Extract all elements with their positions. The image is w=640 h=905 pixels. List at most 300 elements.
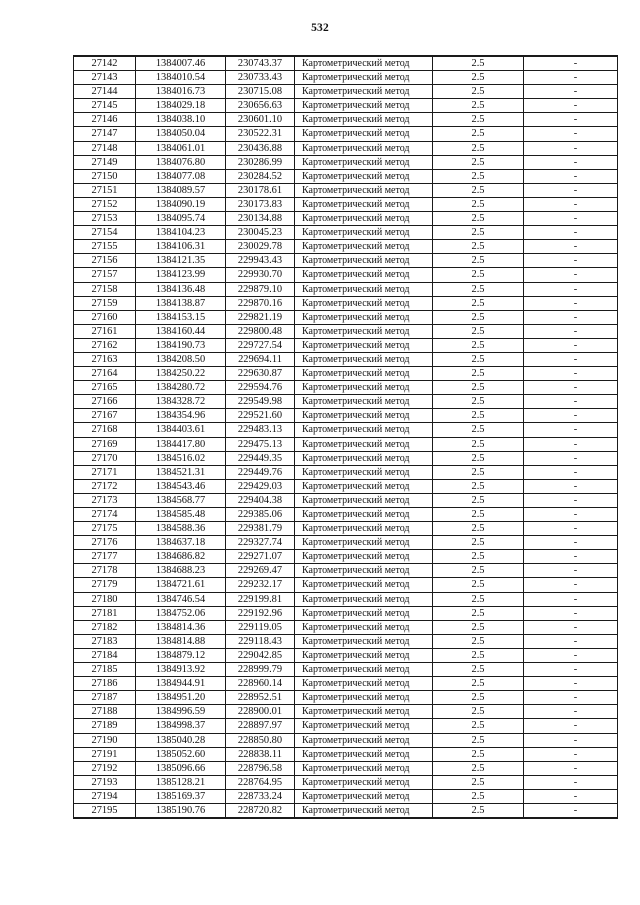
y-coordinate-cell: 229475.13 [226, 437, 295, 451]
method-cell: Картометрический метод [295, 352, 433, 366]
note-cell: - [524, 310, 618, 324]
precision-cell: 2.5 [433, 677, 524, 691]
point-number-cell: 27191 [74, 747, 136, 761]
table-row [74, 691, 618, 705]
method-cell: Картометрический метод [295, 719, 433, 733]
table-row [74, 169, 618, 183]
x-coordinate-cell: 1384543.46 [136, 479, 226, 493]
point-number-cell: 27165 [74, 381, 136, 395]
x-coordinate-cell: 1384814.88 [136, 634, 226, 648]
note-cell: - [524, 155, 618, 169]
precision-cell: 2.5 [433, 226, 524, 240]
point-number-cell: 27194 [74, 789, 136, 803]
y-coordinate-cell: 230436.88 [226, 141, 295, 155]
point-number-cell: 27181 [74, 606, 136, 620]
precision-cell: 2.5 [433, 254, 524, 268]
method-cell: Картометрический метод [295, 465, 433, 479]
note-cell: - [524, 212, 618, 226]
x-coordinate-cell: 1384095.74 [136, 212, 226, 226]
precision-cell: 2.5 [433, 522, 524, 536]
method-cell: Картометрический метод [295, 479, 433, 493]
note-cell: - [524, 71, 618, 85]
y-coordinate-cell: 228733.24 [226, 789, 295, 803]
precision-cell: 2.5 [433, 169, 524, 183]
y-coordinate-cell: 229385.06 [226, 508, 295, 522]
method-cell: Картометрический метод [295, 254, 433, 268]
precision-cell: 2.5 [433, 282, 524, 296]
table-row [74, 803, 618, 818]
y-coordinate-cell: 228796.58 [226, 761, 295, 775]
table-row [74, 381, 618, 395]
point-number-cell: 27156 [74, 254, 136, 268]
point-number-cell: 27162 [74, 338, 136, 352]
y-coordinate-cell: 229694.11 [226, 352, 295, 366]
precision-cell: 2.5 [433, 338, 524, 352]
precision-cell: 2.5 [433, 493, 524, 507]
method-cell: Картометрический метод [295, 789, 433, 803]
table-row [74, 437, 618, 451]
precision-cell: 2.5 [433, 536, 524, 550]
note-cell: - [524, 296, 618, 310]
y-coordinate-cell: 229449.35 [226, 451, 295, 465]
precision-cell: 2.5 [433, 240, 524, 254]
point-number-cell: 27163 [74, 352, 136, 366]
note-cell: - [524, 352, 618, 366]
x-coordinate-cell: 1384138.87 [136, 296, 226, 310]
table-row [74, 663, 618, 677]
note-cell: - [524, 99, 618, 113]
note-cell: - [524, 592, 618, 606]
note-cell: - [524, 437, 618, 451]
x-coordinate-cell: 1384996.59 [136, 705, 226, 719]
method-cell: Картометрический метод [295, 141, 433, 155]
point-number-cell: 27167 [74, 409, 136, 423]
x-coordinate-cell: 1384516.02 [136, 451, 226, 465]
table-row [74, 789, 618, 803]
note-cell: - [524, 240, 618, 254]
point-number-cell: 27145 [74, 99, 136, 113]
point-number-cell: 27177 [74, 550, 136, 564]
x-coordinate-cell: 1384077.08 [136, 169, 226, 183]
point-number-cell: 27142 [74, 56, 136, 71]
x-coordinate-cell: 1384585.48 [136, 508, 226, 522]
table-row [74, 536, 618, 550]
y-coordinate-cell: 228764.95 [226, 775, 295, 789]
note-cell: - [524, 677, 618, 691]
x-coordinate-cell: 1384568.77 [136, 493, 226, 507]
y-coordinate-cell: 229630.87 [226, 367, 295, 381]
note-cell: - [524, 747, 618, 761]
point-number-cell: 27183 [74, 634, 136, 648]
point-number-cell: 27189 [74, 719, 136, 733]
precision-cell: 2.5 [433, 578, 524, 592]
note-cell: - [524, 409, 618, 423]
y-coordinate-cell: 230178.61 [226, 183, 295, 197]
table-row [74, 677, 618, 691]
method-cell: Картометрический метод [295, 197, 433, 211]
precision-cell: 2.5 [433, 733, 524, 747]
y-coordinate-cell: 230743.37 [226, 56, 295, 71]
method-cell: Картометрический метод [295, 493, 433, 507]
method-cell: Картометрический метод [295, 409, 433, 423]
point-number-cell: 27190 [74, 733, 136, 747]
note-cell: - [524, 564, 618, 578]
note-cell: - [524, 493, 618, 507]
method-cell: Картометрический метод [295, 620, 433, 634]
table-row [74, 465, 618, 479]
x-coordinate-cell: 1384944.91 [136, 677, 226, 691]
method-cell: Картометрический метод [295, 85, 433, 99]
table-row [74, 99, 618, 113]
point-number-cell: 27150 [74, 169, 136, 183]
x-coordinate-cell: 1384121.35 [136, 254, 226, 268]
table-row [74, 733, 618, 747]
method-cell: Картометрический метод [295, 226, 433, 240]
note-cell: - [524, 663, 618, 677]
y-coordinate-cell: 230656.63 [226, 99, 295, 113]
point-number-cell: 27176 [74, 536, 136, 550]
y-coordinate-cell: 230715.08 [226, 85, 295, 99]
precision-cell: 2.5 [433, 56, 524, 71]
note-cell: - [524, 113, 618, 127]
x-coordinate-cell: 1384007.46 [136, 56, 226, 71]
note-cell: - [524, 606, 618, 620]
table-row [74, 226, 618, 240]
y-coordinate-cell: 229800.48 [226, 324, 295, 338]
y-coordinate-cell: 229429.03 [226, 479, 295, 493]
note-cell: - [524, 578, 618, 592]
x-coordinate-cell: 1384721.61 [136, 578, 226, 592]
x-coordinate-cell: 1384050.04 [136, 127, 226, 141]
y-coordinate-cell: 229042.85 [226, 648, 295, 662]
note-cell: - [524, 451, 618, 465]
method-cell: Картометрический метод [295, 71, 433, 85]
method-cell: Картометрический метод [295, 282, 433, 296]
coordinates-table [73, 55, 618, 819]
precision-cell: 2.5 [433, 747, 524, 761]
x-coordinate-cell: 1385190.76 [136, 803, 226, 818]
method-cell: Картометрический метод [295, 606, 433, 620]
precision-cell: 2.5 [433, 691, 524, 705]
x-coordinate-cell: 1384688.23 [136, 564, 226, 578]
note-cell: - [524, 775, 618, 789]
point-number-cell: 27168 [74, 423, 136, 437]
table-row [74, 212, 618, 226]
precision-cell: 2.5 [433, 395, 524, 409]
point-number-cell: 27153 [74, 212, 136, 226]
method-cell: Картометрический метод [295, 395, 433, 409]
note-cell: - [524, 761, 618, 775]
note-cell: - [524, 367, 618, 381]
precision-cell: 2.5 [433, 550, 524, 564]
precision-cell: 2.5 [433, 451, 524, 465]
method-cell: Картометрический метод [295, 634, 433, 648]
point-number-cell: 27172 [74, 479, 136, 493]
point-number-cell: 27170 [74, 451, 136, 465]
x-coordinate-cell: 1384951.20 [136, 691, 226, 705]
x-coordinate-cell: 1384752.06 [136, 606, 226, 620]
note-cell: - [524, 141, 618, 155]
precision-cell: 2.5 [433, 141, 524, 155]
note-cell: - [524, 268, 618, 282]
y-coordinate-cell: 228952.51 [226, 691, 295, 705]
point-number-cell: 27193 [74, 775, 136, 789]
note-cell: - [524, 550, 618, 564]
x-coordinate-cell: 1385169.37 [136, 789, 226, 803]
table-row [74, 71, 618, 85]
table-row [74, 634, 618, 648]
y-coordinate-cell: 230284.52 [226, 169, 295, 183]
precision-cell: 2.5 [433, 465, 524, 479]
x-coordinate-cell: 1384686.82 [136, 550, 226, 564]
precision-cell: 2.5 [433, 592, 524, 606]
x-coordinate-cell: 1384090.19 [136, 197, 226, 211]
y-coordinate-cell: 230601.10 [226, 113, 295, 127]
table-row [74, 296, 618, 310]
note-cell: - [524, 536, 618, 550]
y-coordinate-cell: 228900.01 [226, 705, 295, 719]
table-row [74, 352, 618, 366]
x-coordinate-cell: 1385128.21 [136, 775, 226, 789]
note-cell: - [524, 197, 618, 211]
table-row [74, 451, 618, 465]
table-row [74, 310, 618, 324]
coordinates-table-body [74, 56, 618, 818]
table-row [74, 705, 618, 719]
method-cell: Картометрический метод [295, 268, 433, 282]
method-cell: Картометрический метод [295, 113, 433, 127]
y-coordinate-cell: 230522.31 [226, 127, 295, 141]
table-row [74, 564, 618, 578]
table-row [74, 85, 618, 99]
point-number-cell: 27154 [74, 226, 136, 240]
x-coordinate-cell: 1384354.96 [136, 409, 226, 423]
y-coordinate-cell: 229271.07 [226, 550, 295, 564]
point-number-cell: 27144 [74, 85, 136, 99]
x-coordinate-cell: 1384076.80 [136, 155, 226, 169]
table-row [74, 578, 618, 592]
precision-cell: 2.5 [433, 296, 524, 310]
y-coordinate-cell: 228999.79 [226, 663, 295, 677]
table-row [74, 155, 618, 169]
y-coordinate-cell: 229449.76 [226, 465, 295, 479]
point-number-cell: 27160 [74, 310, 136, 324]
x-coordinate-cell: 1384403.61 [136, 423, 226, 437]
precision-cell: 2.5 [433, 705, 524, 719]
note-cell: - [524, 395, 618, 409]
precision-cell: 2.5 [433, 212, 524, 226]
method-cell: Картометрический метод [295, 578, 433, 592]
method-cell: Картометрический метод [295, 747, 433, 761]
y-coordinate-cell: 228850.80 [226, 733, 295, 747]
method-cell: Картометрический метод [295, 99, 433, 113]
x-coordinate-cell: 1384913.92 [136, 663, 226, 677]
note-cell: - [524, 85, 618, 99]
precision-cell: 2.5 [433, 606, 524, 620]
note-cell: - [524, 183, 618, 197]
x-coordinate-cell: 1384588.36 [136, 522, 226, 536]
table-row [74, 240, 618, 254]
table-row [74, 747, 618, 761]
precision-cell: 2.5 [433, 197, 524, 211]
point-number-cell: 27171 [74, 465, 136, 479]
method-cell: Картометрический метод [295, 761, 433, 775]
precision-cell: 2.5 [433, 564, 524, 578]
table-row [74, 367, 618, 381]
point-number-cell: 27173 [74, 493, 136, 507]
x-coordinate-cell: 1384190.73 [136, 338, 226, 352]
note-cell: - [524, 733, 618, 747]
precision-cell: 2.5 [433, 71, 524, 85]
method-cell: Картометрический метод [295, 381, 433, 395]
point-number-cell: 27147 [74, 127, 136, 141]
precision-cell: 2.5 [433, 381, 524, 395]
table-row [74, 550, 618, 564]
y-coordinate-cell: 229269.47 [226, 564, 295, 578]
table-row [74, 620, 618, 634]
x-coordinate-cell: 1384160.44 [136, 324, 226, 338]
method-cell: Картометрический метод [295, 437, 433, 451]
x-coordinate-cell: 1384038.10 [136, 113, 226, 127]
y-coordinate-cell: 228720.82 [226, 803, 295, 818]
x-coordinate-cell: 1384280.72 [136, 381, 226, 395]
table-row [74, 606, 618, 620]
method-cell: Картометрический метод [295, 56, 433, 71]
precision-cell: 2.5 [433, 648, 524, 662]
x-coordinate-cell: 1384061.01 [136, 141, 226, 155]
point-number-cell: 27164 [74, 367, 136, 381]
note-cell: - [524, 620, 618, 634]
precision-cell: 2.5 [433, 803, 524, 818]
table-row [74, 592, 618, 606]
y-coordinate-cell: 229199.81 [226, 592, 295, 606]
note-cell: - [524, 127, 618, 141]
precision-cell: 2.5 [433, 719, 524, 733]
table-row [74, 197, 618, 211]
y-coordinate-cell: 229727.54 [226, 338, 295, 352]
precision-cell: 2.5 [433, 310, 524, 324]
table-row [74, 423, 618, 437]
table-row [74, 409, 618, 423]
y-coordinate-cell: 228838.11 [226, 747, 295, 761]
precision-cell: 2.5 [433, 367, 524, 381]
x-coordinate-cell: 1384106.31 [136, 240, 226, 254]
x-coordinate-cell: 1384153.15 [136, 310, 226, 324]
point-number-cell: 27188 [74, 705, 136, 719]
point-number-cell: 27178 [74, 564, 136, 578]
y-coordinate-cell: 229381.79 [226, 522, 295, 536]
note-cell: - [524, 465, 618, 479]
note-cell: - [524, 705, 618, 719]
point-number-cell: 27187 [74, 691, 136, 705]
note-cell: - [524, 423, 618, 437]
method-cell: Картометрический метод [295, 648, 433, 662]
x-coordinate-cell: 1384123.99 [136, 268, 226, 282]
x-coordinate-cell: 1385040.28 [136, 733, 226, 747]
method-cell: Картометрический метод [295, 451, 433, 465]
y-coordinate-cell: 230134.88 [226, 212, 295, 226]
table-row [74, 522, 618, 536]
precision-cell: 2.5 [433, 620, 524, 634]
x-coordinate-cell: 1384016.73 [136, 85, 226, 99]
method-cell: Картометрический метод [295, 775, 433, 789]
point-number-cell: 27192 [74, 761, 136, 775]
method-cell: Картометрический метод [295, 338, 433, 352]
note-cell: - [524, 803, 618, 818]
method-cell: Картометрический метод [295, 183, 433, 197]
y-coordinate-cell: 229821.19 [226, 310, 295, 324]
point-number-cell: 27151 [74, 183, 136, 197]
note-cell: - [524, 479, 618, 493]
x-coordinate-cell: 1384208.50 [136, 352, 226, 366]
point-number-cell: 27155 [74, 240, 136, 254]
x-coordinate-cell: 1385096.66 [136, 761, 226, 775]
y-coordinate-cell: 228897.97 [226, 719, 295, 733]
y-coordinate-cell: 228960.14 [226, 677, 295, 691]
table-row [74, 338, 618, 352]
note-cell: - [524, 282, 618, 296]
precision-cell: 2.5 [433, 99, 524, 113]
y-coordinate-cell: 229192.96 [226, 606, 295, 620]
method-cell: Картометрический метод [295, 677, 433, 691]
x-coordinate-cell: 1384417.80 [136, 437, 226, 451]
y-coordinate-cell: 229327.74 [226, 536, 295, 550]
method-cell: Картометрический метод [295, 705, 433, 719]
precision-cell: 2.5 [433, 85, 524, 99]
note-cell: - [524, 254, 618, 268]
point-number-cell: 27149 [74, 155, 136, 169]
precision-cell: 2.5 [433, 155, 524, 169]
x-coordinate-cell: 1384250.22 [136, 367, 226, 381]
note-cell: - [524, 634, 618, 648]
method-cell: Картометрический метод [295, 212, 433, 226]
table-row [74, 775, 618, 789]
note-cell: - [524, 691, 618, 705]
precision-cell: 2.5 [433, 324, 524, 338]
point-number-cell: 27157 [74, 268, 136, 282]
point-number-cell: 27182 [74, 620, 136, 634]
point-number-cell: 27195 [74, 803, 136, 818]
precision-cell: 2.5 [433, 479, 524, 493]
x-coordinate-cell: 1384029.18 [136, 99, 226, 113]
y-coordinate-cell: 230173.83 [226, 197, 295, 211]
table-row [74, 719, 618, 733]
page-number: 532 [311, 22, 329, 34]
method-cell: Картометрический метод [295, 564, 433, 578]
method-cell: Картометрический метод [295, 536, 433, 550]
precision-cell: 2.5 [433, 775, 524, 789]
precision-cell: 2.5 [433, 113, 524, 127]
y-coordinate-cell: 229118.43 [226, 634, 295, 648]
precision-cell: 2.5 [433, 183, 524, 197]
point-number-cell: 27146 [74, 113, 136, 127]
x-coordinate-cell: 1384328.72 [136, 395, 226, 409]
method-cell: Картометрический метод [295, 310, 433, 324]
precision-cell: 2.5 [433, 508, 524, 522]
method-cell: Картометрический метод [295, 367, 433, 381]
note-cell: - [524, 324, 618, 338]
precision-cell: 2.5 [433, 127, 524, 141]
table-row [74, 508, 618, 522]
x-coordinate-cell: 1384010.54 [136, 71, 226, 85]
table-row [74, 761, 618, 775]
point-number-cell: 27185 [74, 663, 136, 677]
x-coordinate-cell: 1384104.23 [136, 226, 226, 240]
x-coordinate-cell: 1384637.18 [136, 536, 226, 550]
table-row [74, 141, 618, 155]
method-cell: Картометрический метод [295, 733, 433, 747]
point-number-cell: 27158 [74, 282, 136, 296]
